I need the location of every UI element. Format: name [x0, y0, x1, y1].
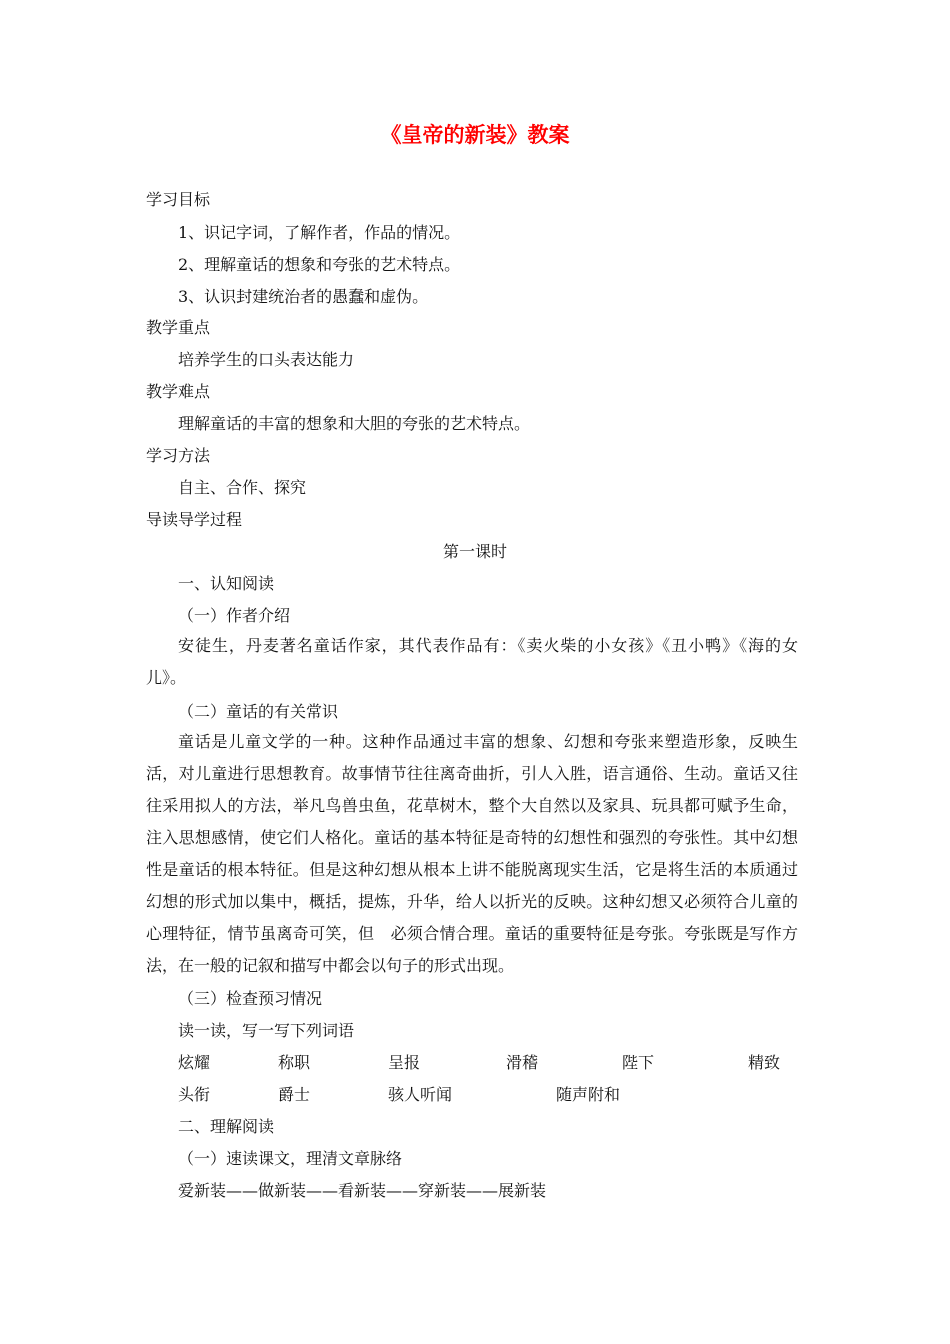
vocab-word: 炫耀: [178, 1053, 211, 1072]
vocab-word: 滑稽: [506, 1053, 539, 1072]
vocab-word: 称职: [278, 1053, 311, 1072]
preview-heading: （三）检查预习情况: [178, 989, 323, 1008]
document-title: 《皇帝的新装》教案: [380, 122, 570, 147]
vocab-word: 头衔: [178, 1085, 211, 1104]
vocab-word: 骇人听闻: [388, 1085, 453, 1104]
objective-item-2: 2、理解童话的想象和夸张的艺术特点。: [178, 255, 461, 274]
process-heading: 导读导学过程: [146, 510, 243, 529]
vocab-word: 精致: [748, 1053, 781, 1072]
lesson-title: 第一课时: [442, 542, 507, 561]
part2-sub-heading: （一）速读课文，理清文章脉络: [178, 1149, 403, 1168]
objectives-heading: 学习目标: [146, 190, 211, 209]
part2-heading: 二、理解阅读: [178, 1117, 275, 1136]
story-flow: 爱新装——做新装——看新装——穿新装——展新装: [178, 1181, 547, 1200]
method-text: 自主、合作、探究: [178, 478, 307, 497]
objective-item-1: 1、识记字词，了解作者，作品的情况。: [178, 223, 461, 242]
difficulty-text: 理解童话的丰富的想象和大胆的夸张的艺术特点。: [178, 414, 531, 433]
author-text: 安徒生，丹麦著名童话作家，其代表作品有：《卖火柴的小女孩》《丑小鸭》《海的女儿》。: [146, 636, 798, 687]
vocab-word: 随声附和: [556, 1085, 621, 1104]
author-heading: （一）作者介绍: [178, 606, 291, 625]
difficulty-heading: 教学难点: [146, 382, 211, 401]
key-point-text: 培养学生的口头表达能力: [178, 350, 355, 369]
key-point-heading: 教学重点: [146, 318, 211, 337]
method-heading: 学习方法: [146, 446, 211, 465]
fairy-heading: （二）童话的有关常识: [178, 702, 339, 721]
objective-item-3: 3、认识封建统治者的愚蠢和虚伪。: [178, 287, 429, 306]
vocab-word: 爵士: [278, 1085, 311, 1104]
vocab-word: 呈报: [388, 1053, 421, 1072]
fairy-text: 童话是儿童文学的一种。这种作品通过丰富的想象、幻想和夸张来塑造形象，反映生活，对儿童进行思想教育。故事情节往往离奇曲折，引人入胜，语言通俗、生动。童话又往往采用拟人的方法，举凡鸟兽虫鱼，花草树木，整个大自然以及家具、玩具都可赋予生命，注入思想感情，使它们人格化。童话的基本特征是奇特的幻想性和强烈的夸张性。其中幻想性是童话的根本特征。但是这种幻想从根本上讲不能脱离现实生活，它是将生活的本质通过幻想的形式加以集中，概括，提炼，升华，给人以折光的反映。这种幻想又必须符合儿童的心理特征，情节虽离奇可笑，但 必须合情合理。童话的重要特征是夸张。夸张既是写作方法，在一般的记叙和描写中都会以句子的形式出现。: [146, 732, 798, 975]
part1-heading: 一、认知阅读: [178, 574, 275, 593]
vocab-word: 陛下: [622, 1053, 655, 1072]
preview-instruction: 读一读，写一写下列词语: [178, 1021, 355, 1040]
